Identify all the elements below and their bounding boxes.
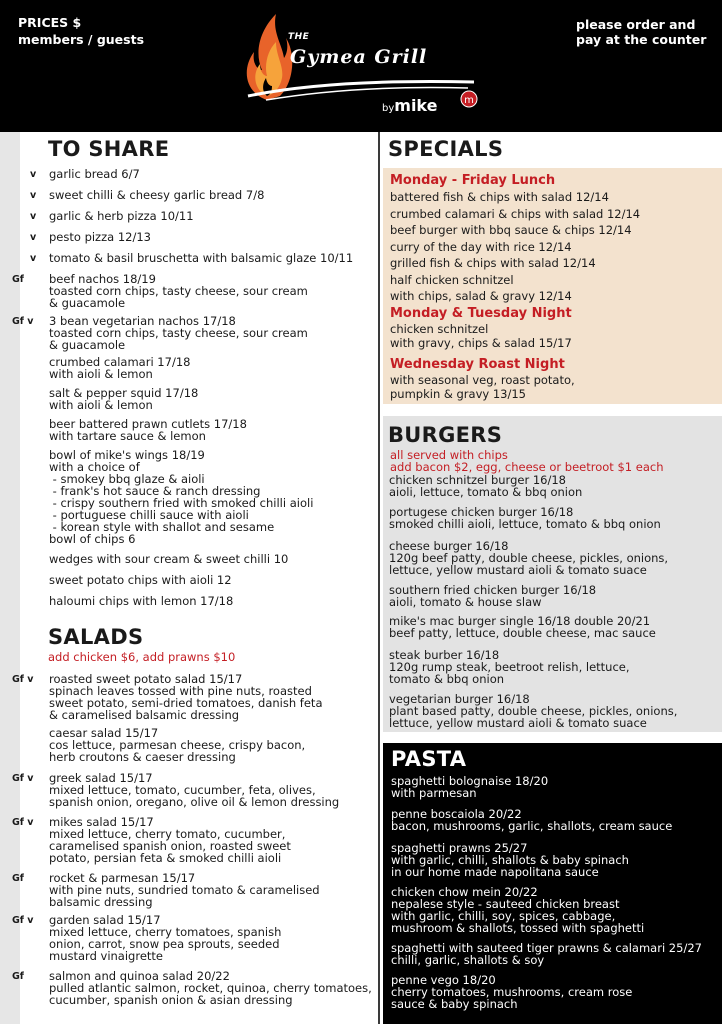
menu-item — [49, 449, 313, 533]
menu-item-name: steak burber 16/18 — [389, 648, 500, 662]
menu-item — [49, 418, 247, 442]
menu-item-desc: onion, carrot, snow pea sprouts, seeded — [49, 937, 280, 951]
burgers-title: BURGERS — [388, 423, 503, 447]
dietary-tag: Gf v — [12, 316, 34, 327]
menu-item-name: mikes salad 15/17 — [49, 815, 154, 829]
logo-mike-text: mike — [394, 96, 438, 115]
dietary-tag: Gf v — [12, 817, 34, 828]
menu-item-name: garlic & herb pizza 10/11 — [49, 209, 194, 223]
dietary-tag: v — [30, 169, 37, 180]
menu-item-desc: with tartare sauce & lemon — [49, 429, 206, 443]
menu-item — [391, 808, 672, 832]
menu-item — [389, 540, 668, 576]
menu-item-desc: mixed lettuce, tomato, cucumber, feta, olives, — [49, 783, 316, 797]
menu-item-desc: bacon, mushrooms, garlic, shallots, cream sauce — [391, 819, 673, 833]
menu-item-name: crumbed calamari 17/18 — [49, 355, 191, 369]
menu-item-desc: lettuce, yellow mustard aioli & tomato suace — [389, 563, 647, 577]
special-line: crumbed calamari & chips with salad 12/14 — [390, 206, 641, 221]
order-notice — [576, 17, 706, 47]
menu-item-desc: toasted corn chips, tasty cheese, sour cream — [49, 326, 308, 340]
dietary-tag: v — [30, 211, 37, 222]
menu-item-desc: sauce & baby spinach — [391, 997, 518, 1011]
menu-item — [49, 553, 288, 565]
menu-item-name: spaghetti bolognaise 18/20 — [391, 774, 549, 788]
specials-group1-title: Monday - Friday Lunch — [390, 173, 556, 188]
menu-item-desc: in our home made napolitana sauce — [391, 865, 599, 879]
menu-item-desc: pulled atlantic salmon, rocket, quinoa, cherry tomatoes, — [49, 981, 372, 995]
menu-item — [49, 315, 308, 351]
menu-item-desc: toasted corn chips, tasty cheese, sour cream — [49, 284, 308, 298]
menu-item-name: tomato & basil bruschetta with balsamic glaze 10/11 — [49, 251, 354, 265]
dietary-tag: Gf — [12, 274, 24, 285]
tag-column-bg — [0, 132, 20, 1024]
menu-item-name: bowl of chips 6 — [49, 532, 136, 546]
menu-item-desc: & guacamole — [49, 296, 126, 310]
dietary-tag: v — [30, 253, 37, 264]
menu-item-desc: potato, persian feta & smoked chilli aioli — [49, 851, 282, 865]
menu-item — [49, 574, 232, 586]
price-legend — [18, 14, 144, 48]
menu-item-desc: mixed lettuce, cherry tomato, cucumber, — [49, 827, 286, 841]
menu-item-name: sweet chilli & cheesy garlic bread 7/8 — [49, 188, 265, 202]
menu-item-desc: with pine nuts, sundried tomato & caramelised — [49, 883, 320, 897]
menu-item-name: spaghetti prawns 25/27 — [391, 841, 528, 855]
menu-item — [391, 942, 702, 966]
pasta-title: PASTA — [391, 747, 467, 771]
menu-item-desc: nepalese style - sauteed chicken breast — [391, 897, 620, 911]
menu-item — [49, 252, 353, 264]
menu-item-name: 3 bean vegetarian nachos 17/18 — [49, 314, 236, 328]
menu-item-desc: tomato & bbq onion — [389, 672, 505, 686]
special-line: beef burger with bbq sauce & chips 12/14 — [390, 223, 632, 237]
logo-by-text: by — [382, 103, 395, 114]
specials-title: SPECIALS — [388, 137, 504, 161]
menu-item-name: garlic bread 6/7 — [49, 167, 140, 181]
menu-item — [389, 615, 656, 639]
order-notice-line2: pay at the counter — [576, 32, 707, 47]
menu-item-desc: aioli, lettuce, tomato & bbq onion — [389, 485, 583, 499]
menu-item-name: beef nachos 18/19 — [49, 272, 156, 286]
menu-item — [49, 387, 198, 411]
menu-item-name: vegetarian burger 16/18 — [389, 692, 530, 706]
menu-item — [389, 584, 596, 608]
menu-item — [389, 649, 630, 685]
special-line: with seasonal veg, roast potato, — [390, 373, 575, 387]
menu-item-desc: with garlic, chilli, shallots & baby spinach — [391, 853, 629, 867]
dietary-tag: Gf v — [12, 915, 34, 926]
to-share-title: TO SHARE — [48, 137, 170, 161]
menu-item — [391, 775, 548, 799]
specials-group2-title: Monday & Tuesday Night — [390, 306, 572, 321]
dietary-tag: v — [30, 190, 37, 201]
restaurant-logo — [240, 12, 490, 122]
menu-item-name: chicken chow mein 20/22 — [391, 885, 538, 899]
menu-item-name: haloumi chips with lemon 17/18 — [49, 594, 234, 608]
menu-item-desc: cos lettuce, parmesan cheese, crispy bacon, — [49, 738, 306, 752]
menu-item-desc: cucumber, spanish onion & asian dressing — [49, 993, 293, 1007]
menu-item-name: cheese burger 16/18 — [389, 539, 509, 553]
menu-item-name: salmon and quinoa salad 20/22 — [49, 969, 230, 983]
menu-item — [49, 673, 323, 721]
logo-by-mike — [382, 96, 437, 115]
menu-item-name: bowl of mike's wings 18/19 — [49, 448, 205, 462]
menu-item-desc: - smokey bbq glaze & aioli — [49, 472, 205, 486]
dietary-tag: Gf — [12, 873, 24, 884]
logo-the: THE — [288, 32, 310, 42]
menu-item — [391, 886, 644, 934]
special-line: with chips, salad & gravy 12/14 — [390, 289, 572, 303]
menu-item-desc: with a choice of — [49, 460, 140, 474]
dietary-tag: Gf v — [12, 674, 34, 685]
menu-item-name: southern fried chicken burger 16/18 — [389, 583, 597, 597]
menu-item-name: caesar salad 15/17 — [49, 726, 159, 740]
menu-item — [391, 974, 632, 1010]
menu-item-desc: caramelised spanish onion, roasted sweet — [49, 839, 291, 853]
menu-item-name: garden salad 15/17 — [49, 913, 161, 927]
menu-item — [49, 772, 339, 808]
special-line: battered fish & chips with salad 12/14 — [390, 190, 609, 204]
mike-badge-icon — [460, 90, 478, 108]
menu-item-desc: plant based patty, double cheese, pickles, onions, — [389, 704, 678, 718]
menu-item-name: mike's mac burger single 16/18 double 20/21 — [389, 614, 651, 628]
logo-name: Gymea Grill — [290, 46, 428, 68]
menu-header — [0, 0, 722, 132]
salads-title: SALADS — [48, 625, 144, 649]
menu-item-desc: with aioli & lemon — [49, 367, 153, 381]
menu-item-name: beer battered prawn cutlets 17/18 — [49, 417, 247, 431]
menu-item-desc: herb croutons & caeser dressing — [49, 750, 236, 764]
menu-item-name: rocket & parmesan 15/17 — [49, 871, 196, 885]
menu-item-desc: cherry tomatoes, mushrooms, cream rose — [391, 985, 633, 999]
menu-item-name: sweet potato chips with aioli 12 — [49, 573, 232, 587]
menu-item-name: penne boscaiola 20/22 — [391, 807, 522, 821]
menu-item — [49, 970, 372, 1006]
menu-item — [49, 816, 291, 864]
menu-item-name: salt & pepper squid 17/18 — [49, 386, 199, 400]
menu-item — [49, 914, 281, 962]
menu-item-desc: - korean style with shallot and sesame — [49, 520, 275, 534]
menu-item-desc: aioli, tomato & house slaw — [389, 595, 542, 609]
special-line: half chicken schnitzel — [390, 272, 514, 287]
menu-item-desc: & guacamole — [49, 338, 126, 352]
menu-item-desc: chilli, garlic, shallots & soy — [391, 953, 545, 967]
menu-item-desc: balsamic dressing — [49, 895, 153, 909]
menu-item — [49, 356, 190, 380]
dietary-tag: Gf — [12, 971, 24, 982]
price-legend-line1: PRICES $ — [18, 15, 82, 30]
menu-item-desc: & caramelised balsamic dressing — [49, 708, 240, 722]
menu-item-name: chicken schnitzel burger 16/18 — [389, 473, 566, 487]
special-line: chicken schnitzel — [390, 322, 489, 336]
mike-badge-letter: m — [464, 95, 474, 106]
special-line: with gravy, chips & salad 15/17 — [390, 336, 572, 350]
order-notice-line1: please order and — [576, 17, 696, 32]
menu-item — [49, 231, 151, 243]
menu-item-name: roasted sweet potato salad 15/17 — [49, 672, 243, 686]
menu-item-desc: with parmesan — [391, 786, 477, 800]
menu-item-desc: 120g rump steak, beetroot relish, lettuce, — [389, 660, 630, 674]
dietary-tag: v — [30, 232, 37, 243]
menu-item-name: portugese chicken burger 16/18 — [389, 505, 574, 519]
specials-group3-title: Wednesday Roast Night — [390, 357, 565, 372]
burgers-sub2: add bacon $2, egg, cheese or beetroot $1 each — [390, 460, 664, 474]
menu-item-desc: - frank's hot sauce & ranch dressing — [49, 484, 261, 498]
menu-item-name: greek salad 15/17 — [49, 771, 153, 785]
special-line: curry of the day with rice 12/14 — [390, 239, 572, 254]
price-legend-line2: members / guests — [18, 32, 145, 47]
menu-item-desc: smoked chilli aioli, lettuce, tomato & bbq onion — [389, 517, 661, 531]
menu-item — [389, 693, 677, 729]
menu-item-desc: - portuguese chilli sauce with aioli — [49, 508, 249, 522]
menu-item — [49, 533, 135, 545]
menu-item-desc: lettuce, yellow mustard aioli & tomato suace — [389, 716, 647, 730]
menu-item-name: penne vego 18/20 — [391, 973, 496, 987]
menu-item — [49, 273, 308, 309]
menu-item — [49, 189, 264, 201]
menu-item-desc: with garlic, chilli, soy, spices, cabbage, — [391, 909, 616, 923]
column-divider — [378, 132, 380, 1024]
special-line: pumpkin & gravy 13/15 — [390, 387, 526, 401]
menu-item-desc: mixed lettuce, cherry tomatoes, spanish — [49, 925, 282, 939]
menu-item — [391, 842, 629, 878]
menu-item-desc: spanish onion, oregano, olive oil & lemon dressing — [49, 795, 340, 809]
menu-item — [49, 727, 305, 763]
menu-item-name: spaghetti with sauteed tiger prawns & calamari 25/27 — [391, 941, 702, 955]
menu-item — [49, 210, 194, 222]
menu-item — [49, 595, 233, 607]
menu-item-desc: - crispy southern fried with smoked chilli aioli — [49, 496, 314, 510]
burgers-sub1: all served with chips — [390, 448, 508, 462]
menu-item-desc: 120g beef patty, double cheese, pickles, onions, — [389, 551, 669, 565]
menu-item — [389, 506, 661, 530]
menu-item-desc: beef patty, lettuce, double cheese, mac sauce — [389, 626, 656, 640]
dietary-tag: Gf v — [12, 773, 34, 784]
menu-item-desc: mustard vinaigrette — [49, 949, 163, 963]
menu-item-desc: sweet potato, semi-dried tomatoes, danish feta — [49, 696, 323, 710]
menu-item-desc: with aioli & lemon — [49, 398, 153, 412]
brush-stroke-icon — [246, 74, 476, 104]
menu-item-desc: spinach leaves tossed with pine nuts, roasted — [49, 684, 312, 698]
menu-item — [49, 168, 140, 180]
menu-item — [389, 474, 582, 498]
menu-item-desc: mushroom & shallots, tossed with spaghetti — [391, 921, 645, 935]
salads-subtitle: add chicken $6, add prawns $10 — [48, 650, 236, 664]
special-line: grilled fish & chips with salad 12/14 — [390, 256, 596, 270]
menu-item-name: wedges with sour cream & sweet chilli 10 — [49, 552, 289, 566]
menu-item-name: pesto pizza 12/13 — [49, 230, 151, 244]
menu-item — [49, 872, 320, 908]
